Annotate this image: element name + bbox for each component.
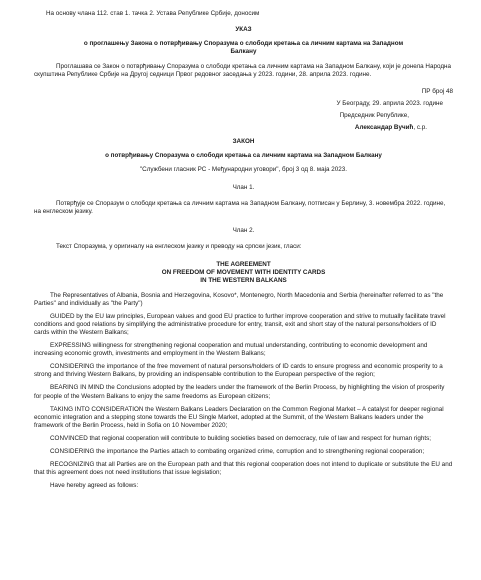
ukaz-place-date: У Београду, 29. априла 2023. године: [336, 99, 443, 107]
ukaz-subtitle: о проглашењу Закона о потврђивању Споразума о слободи кретања са личним картама на Западном Балкану: [83, 40, 404, 56]
article-2-heading: Члан 2.: [232, 226, 255, 234]
article-1-heading: Члан 1.: [232, 184, 255, 192]
president-suffix: , с.р.: [413, 123, 427, 131]
preamble: На основу члана 112. став 1. тачка 2. Устава Републике Србије, доносим: [46, 10, 260, 17]
article-1-text: Потврђује се Споразум о слободи кретања са личним картама на Западном Балкану, потписан у Берлину, 3. новембра 2022. године, на енглеском језику.: [34, 200, 446, 216]
agreement-title-line-3: IN THE WESTERN BALKANS: [200, 277, 287, 285]
agreement-paragraph: TAKING INTO CONSIDERATION the Western Balkans Leaders Declaration on the Common Regional Market – A catalyst for deeper regional economic integration and a stepping stone towards the EU Single Market, adopted at the Summit, of the Western Balkans leaders under the framework of the Berlin Process, held in Sofia on 10 November 2020;: [34, 405, 444, 429]
article-2-text: Текст Споразума, у оригиналу на енглеском језику и преводу на српски језик, гласи:: [56, 242, 302, 250]
agreement-title-line-2: ON FREEDOM OF MOVEMENT WITH IDENTITY CARDS: [161, 268, 326, 276]
agreement-title: [34, 261, 453, 286]
ukaz-title: УКАЗ: [235, 26, 252, 34]
ukaz-body: Проглашава се Закон о потврђивању Споразума о слободи кретања са личним картама на Западном Балкану, који је донела Народна скупштина Републике Србије на Другој седници Првог редовног заседања у 2023. години, 28. априла 2023. године.: [34, 63, 451, 79]
gazette-reference: "Службени гласник РС - Међународни уговори", број 3 од 8. маја 2023.: [139, 166, 348, 174]
agreement-paragraph: CONSIDERING the importance the Parties attach to combating organized crime, corruption and to strengthening regional cooperation;: [50, 447, 425, 455]
agreement-paragraph: CONVINCED that regional cooperation will contribute to building societies based on democracy, rule of law and respect for human rights;: [50, 434, 432, 442]
president-signature: [34, 124, 427, 132]
agreement-paragraph: EXPRESSING willingness for strengthening regional cooperation and mutual understanding, contributing to economic development and increasing economic growth, investments and employment in the Western Balkans;: [34, 342, 428, 358]
agreement-paragraph: GUIDED by the EU law principles, European values and good EU practice to further improve cooperation and strive to mutually facilitate travel conditions and good relations by simplifying the administrative procedure for entry, transit, exit and short stay of the natural persons/holders of ID cards within the Western Balkans;: [34, 312, 446, 336]
signature-block: [34, 88, 453, 132]
agreement-paragraph: CONSIDERING the importance of the free movement of natural persons/holders of ID cards to ensure progress and economic prosperity to a strong and thriving Western Balkans, by providing an indispensable contribution to the European perspective of the region;: [34, 363, 443, 379]
agreement-title-line-1: THE AGREEMENT: [216, 260, 271, 268]
ukaz-number: ПР број 48: [421, 87, 453, 95]
zakon-title: ЗАКОН: [232, 137, 255, 145]
agreement-paragraph: BEARING IN MIND the Conclusions adopted by the leaders under the framework of the Berlin Process, by highlighting the vision of prosperity for people of the Western Balkans to enjoy the same freedoms as European citizens;: [34, 384, 445, 400]
president-title: Председник Републике,: [339, 111, 409, 119]
agreement-closing: Have hereby agreed as follows:: [50, 482, 139, 490]
zakon-subtitle: о потврђивању Споразума о слободи кретања са личним картама на Западном Балкану: [105, 152, 382, 160]
president-name: Александар Вучић: [354, 123, 414, 131]
agreement-paragraph: RECOGNIZING that all Parties are on the European path and that this regional cooperation does not intend to duplicate or substitute the EU and that this agreement does not need institutions that issue legislation;: [34, 461, 453, 477]
agreement-paragraph: The Representatives of Albania, Bosnia and Herzegovina, Kosovo*, Montenegro, North Macedonia and Serbia (hereinafter referred to as "the Parties" and individually as "the Party"): [34, 291, 444, 307]
